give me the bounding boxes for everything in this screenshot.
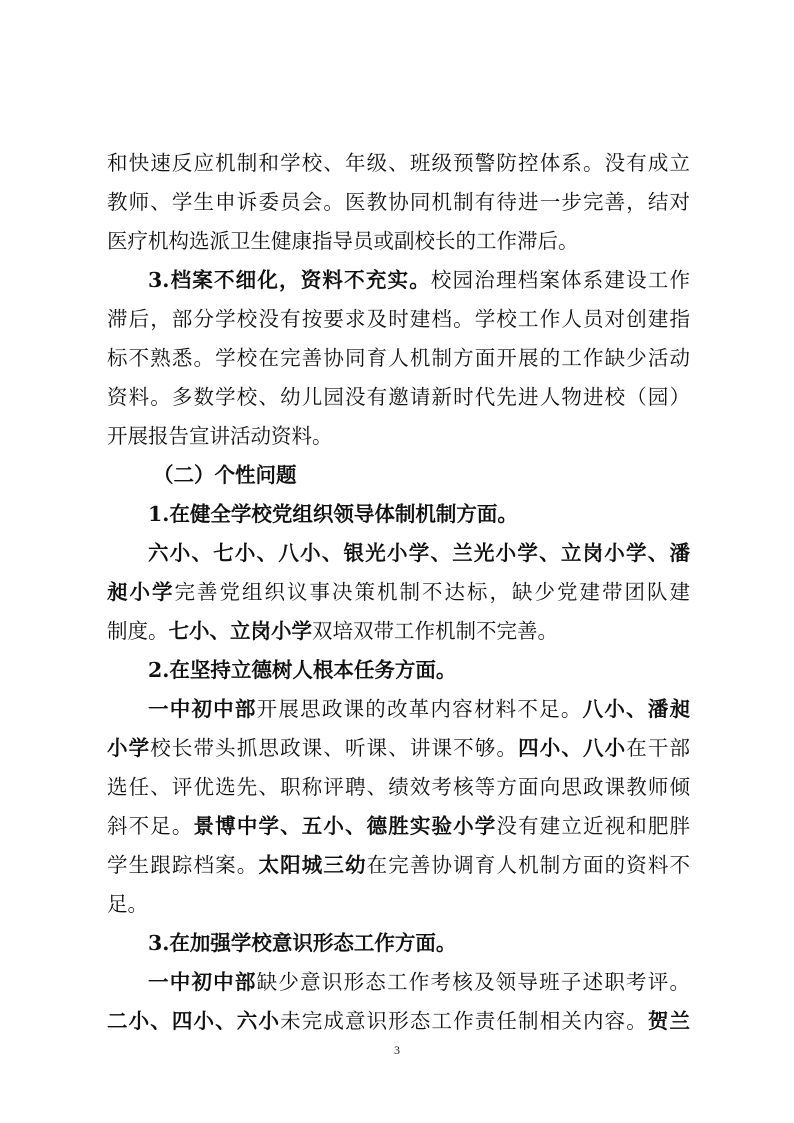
text-line	[107, 456, 690, 495]
text-run: 缺少意识形态工作考核及领导班子述职考评。	[256, 970, 691, 994]
text-line	[107, 963, 690, 1002]
body-text	[107, 144, 690, 1041]
text-line	[107, 846, 690, 885]
bold-text: 昶小学	[107, 580, 175, 604]
text-run: 医疗机构选派卫生健康指导员或副校长的工作滞后。	[107, 229, 579, 253]
text-line	[107, 924, 690, 963]
text-run: 选任、评优选先、职称评聘、绩效考核等方面向思政课教师倾	[107, 775, 690, 799]
text-run: 教师、学生申诉委员会。医教协同机制有待进一步完善，结对	[107, 190, 690, 214]
bold-text: 七小、立岗小学	[168, 619, 312, 643]
text-run: 开展思政课的改革内容材料不足。	[256, 697, 583, 721]
text-run: 在完善协调育人机制方面的资料不	[366, 853, 691, 877]
bold-text: 景博中学、五小、德胜实验小学	[193, 814, 497, 838]
text-line	[107, 1002, 690, 1041]
text-run: 足。	[107, 892, 148, 916]
bold-text: 一中初中部	[148, 697, 257, 721]
text-line	[107, 573, 690, 612]
text-line	[107, 885, 690, 924]
text-line	[107, 417, 690, 456]
text-line	[107, 300, 690, 339]
text-run: 校园治理档案体系建设工作	[430, 268, 690, 292]
text-line	[107, 690, 690, 729]
text-run: 标不熟悉。学校在完善协同育人机制方面开展的工作缺少活动	[107, 346, 690, 370]
text-run: 未完成意识形态工作责任制相关内容。	[280, 1009, 648, 1033]
text-run: 完善党组织议事决策机制不达标，缺少党建带团队建	[174, 580, 690, 604]
text-line	[107, 339, 690, 378]
text-run: 校长带头抓思政课、听课、讲课不够。	[150, 736, 519, 760]
text-run: 双培双带工作机制不完善。	[312, 619, 558, 643]
bold-text: 二小、四小、六小	[107, 1009, 281, 1033]
text-run: 滞后，部分学校没有按要求及时建档。学校工作人员对创建指	[107, 307, 690, 331]
text-line	[107, 222, 690, 261]
bold-text: 3.在加强学校意识形态工作方面。	[148, 931, 457, 955]
page-number: 3	[394, 1043, 400, 1057]
text-line	[107, 768, 690, 807]
bold-text: 四小、八小	[518, 736, 627, 760]
text-line	[107, 183, 690, 222]
text-run: 制度。	[107, 619, 169, 643]
text-run: 在干部	[626, 736, 691, 760]
bold-text: 太阳城三幼	[258, 853, 367, 877]
text-line	[107, 651, 690, 690]
text-line	[107, 534, 690, 573]
bold-text: 六小、七小、八小、银光小学、兰光小学、立岗小学、潘	[148, 541, 690, 565]
bold-text: 小学	[107, 736, 151, 760]
text-run: 和快速反应机制和学校、年级、班级预警防控体系。没有成立	[107, 151, 690, 175]
bold-text: 1.在健全学校党组织领导体制机制方面。	[148, 502, 518, 526]
text-line	[107, 612, 690, 651]
text-line	[107, 495, 690, 534]
text-run: 开展报告宣讲活动资料。	[107, 424, 333, 448]
bold-text: 2.在坚持立德树人根本任务方面。	[148, 658, 457, 682]
bold-text: （二）个性问题	[153, 463, 297, 487]
text-line	[107, 807, 690, 846]
text-run: 资料。多数学校、幼儿园没有邀请新时代先进人物进校（园）	[107, 385, 690, 409]
text-line	[107, 144, 690, 183]
bold-text: 贺兰	[647, 1009, 691, 1033]
bold-text: 一中初中部	[148, 970, 257, 994]
bold-text: 八小、潘昶	[582, 697, 691, 721]
text-run: 斜不足。	[107, 814, 194, 838]
text-line	[107, 261, 690, 300]
bold-text: 3.档案不细化，资料不充实。	[148, 268, 431, 292]
text-line	[107, 378, 690, 417]
text-line	[107, 729, 690, 768]
text-run: 没有建立近视和肥胖	[496, 814, 691, 838]
text-run: 学生跟踪档案。	[107, 853, 259, 877]
